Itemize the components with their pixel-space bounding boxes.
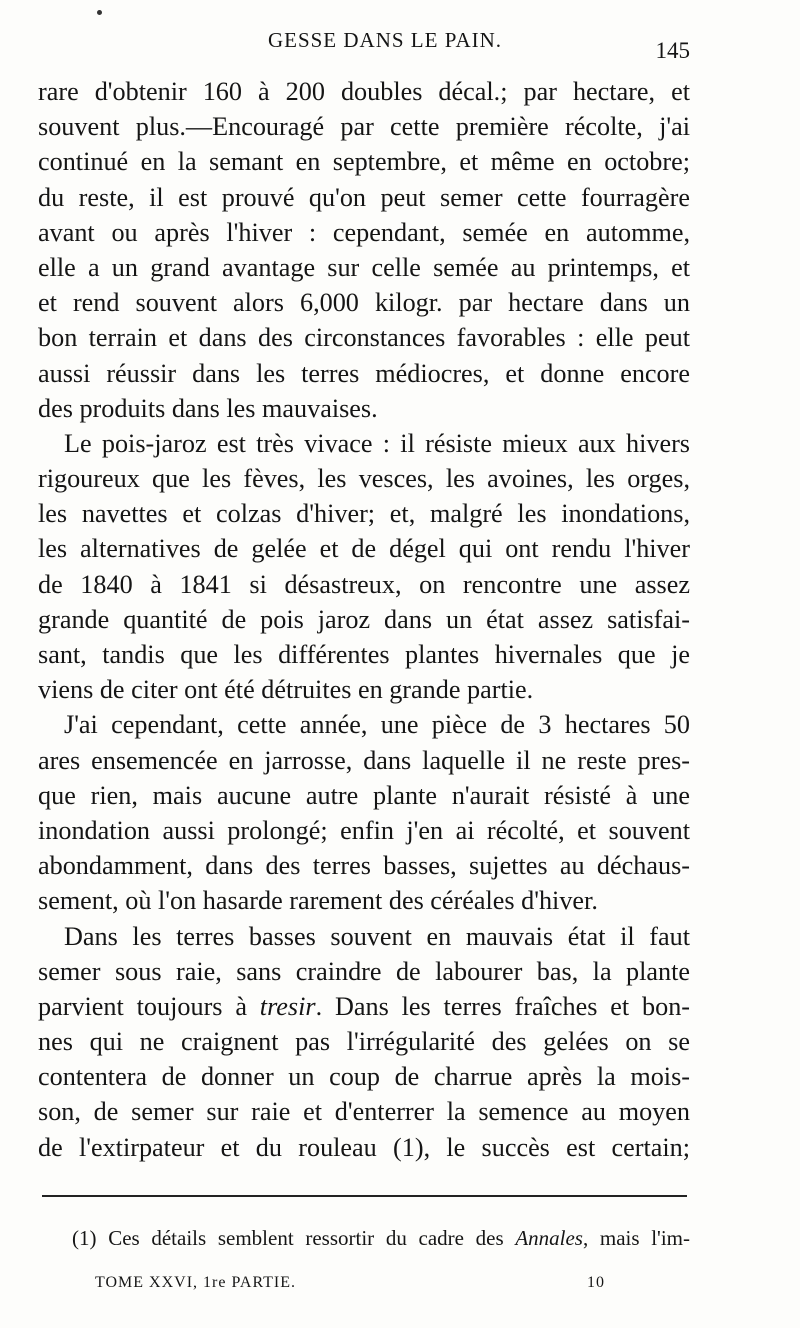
text-line: les navettes et colzas d'hiver; et, malgré les inondations, [38,499,690,529]
page-number: 145 [655,38,690,63]
text-line: du reste, il est prouvé qu'on peut semer cette fourragère [38,182,690,212]
ink-speck [97,10,102,15]
footnote-text: Ces détails semblent ressortir du cadre des [108,1226,516,1250]
text-line: des produits dans les mauvaises. [38,393,378,423]
body-text [38,74,690,1165]
text-line: avant ou après l'hiver : cependant, semée en automme, [38,217,690,247]
footnote-marker: (1) [72,1226,97,1250]
text-line: contentera de donner un coup de charrue après la mois- [38,1062,690,1092]
footnote-text: , mais l'im- [582,1226,691,1250]
running-head [40,28,730,64]
footnote [42,1226,690,1251]
text-line: viens de citer ont été détruites en grande partie. [38,675,534,705]
text-line: que rien, mais aucune autre plante n'aurait résisté à une [38,780,690,810]
text-line: abondamment, dans des terres basses, sujettes au déchaus- [38,851,690,881]
text-line: sant, tandis que les différentes plantes hivernales que je [38,640,690,669]
text-line: ares ensemencée en jarrosse, dans laquelle il ne reste pres- [38,745,690,775]
text-line: J'ai cependant, cette année, une pièce de 3 hectares 50 [64,710,690,740]
text-run: parvient toujours à [38,991,260,1021]
footnote-italic: Annales [515,1226,583,1250]
text-line: souvent plus.—Encouragé par cette première récolte, j'ai [38,112,690,142]
text-line: son, de semer sur raie et d'enterrer la semence au moyen [38,1097,690,1127]
text-line: bon terrain et dans des circonstances favorables : elle peut [38,323,690,353]
signature-number: 10 [587,1274,605,1291]
text-line: et rend souvent alors 6,000 kilogr. par hectare dans un [38,288,690,318]
signature-mark: TOME XXVI, 1re PARTIE. [95,1274,297,1291]
text-line: sement, où l'on hasarde rarement des céréales d'hiver. [38,886,598,916]
running-title: GESSE DANS LE PAIN. [267,28,503,52]
text-line: Le pois-jaroz est très vivace : il résiste mieux aux hivers [64,428,690,458]
text-line: continué en la semant en septembre, et même en octobre; [38,147,690,177]
italic-word: tresir [259,991,316,1021]
text-line: nes qui ne craignent pas l'irrégularité des gelées on se [38,1027,690,1057]
text-run: . Dans les terres fraîches et bon- [315,991,691,1021]
footnote-rule [42,1195,687,1197]
text-line: les alternatives de gelée et de dégel qui ont rendu l'hiver [38,534,690,564]
text-line: Dans les terres basses souvent en mauvais état il faut [64,921,690,951]
text-line: grande quantité de pois jaroz dans un état assez satisfai- [38,604,690,634]
text-line: aussi réussir dans les terres médiocres, et donne encore [38,358,690,388]
text-line: elle a un grand avantage sur celle semée au printemps, et [38,252,690,282]
text-line: semer sous raie, sans craindre de labourer bas, la plante [38,956,690,986]
text-line-with-italic [38,989,690,1024]
text-line: rare d'obtenir 160 à 200 doubles décal.; par hectare, et [38,77,690,106]
text-line: de 1840 à 1841 si désastreux, on rencontre une assez [38,569,690,599]
text-line: rigoureux que les fèves, les vesces, les avoines, les orges, [38,464,690,494]
text-line: inondation aussi prolongé; enfin j'en ai récolté, et souvent [38,815,690,845]
text-line: de l'extirpateur et du rouleau (1), le succès est certain; [38,1132,690,1162]
signature-line [95,1274,605,1298]
